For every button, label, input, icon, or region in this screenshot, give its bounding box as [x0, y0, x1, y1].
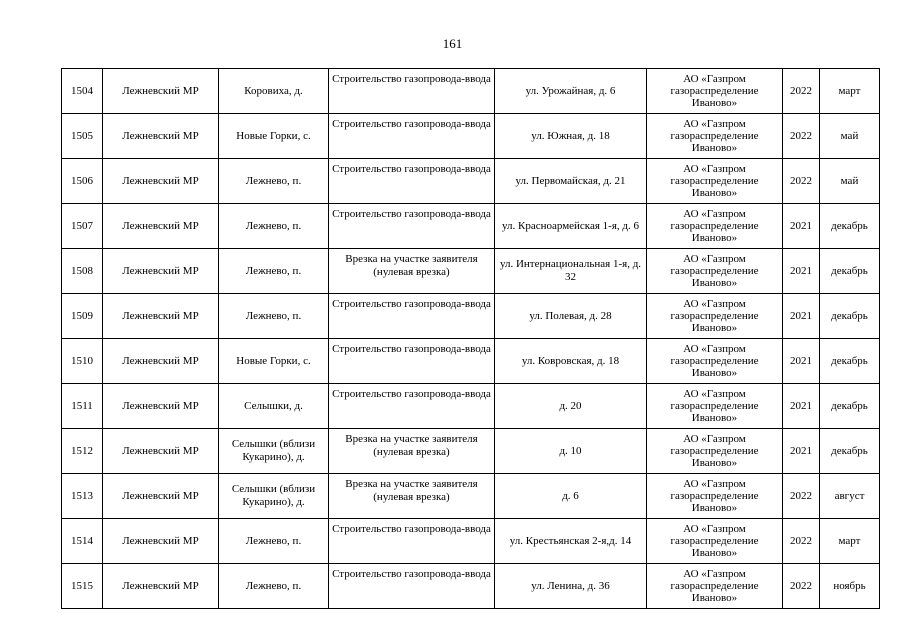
organization-cell: АО «Газпром газораспределение Иваново» [647, 384, 783, 429]
address-cell: д. 6 [495, 474, 647, 519]
table-row [62, 249, 880, 294]
month-cell: ноябрь [820, 564, 880, 609]
month-cell: декабрь [820, 249, 880, 294]
page-number: 161 [442, 36, 463, 51]
table-row [62, 564, 880, 609]
organization-cell: АО «Газпром газораспределение Иваново» [647, 159, 783, 204]
table-row [62, 204, 880, 249]
month-cell: август [820, 474, 880, 519]
locality-cell: Лежнево, п. [219, 159, 329, 204]
organization-cell: АО «Газпром газораспределение Иваново» [647, 519, 783, 564]
locality-cell: Селышки (вблизи Кукарино), д. [219, 474, 329, 519]
month-cell: декабрь [820, 339, 880, 384]
year-cell: 2022 [783, 564, 820, 609]
year-cell: 2021 [783, 294, 820, 339]
year-cell: 2022 [783, 474, 820, 519]
work-type-cell: Строительство газопровода-ввода [329, 114, 495, 159]
organization-cell: АО «Газпром газораспределение Иваново» [647, 294, 783, 339]
work-type-cell: Строительство газопровода-ввода [329, 339, 495, 384]
organization-cell: АО «Газпром газораспределение Иваново» [647, 474, 783, 519]
locality-cell: Лежнево, п. [219, 204, 329, 249]
year-cell: 2021 [783, 339, 820, 384]
month-cell: декабрь [820, 429, 880, 474]
month-cell: декабрь [820, 204, 880, 249]
locality-cell: Коровиха, д. [219, 69, 329, 114]
table-row [62, 339, 880, 384]
work-type-cell: Врезка на участке заявителя (нулевая врезка) [329, 249, 495, 294]
work-type-cell: Врезка на участке заявителя (нулевая врезка) [329, 474, 495, 519]
table-row [62, 159, 880, 204]
district-cell: Лежневский МР [103, 159, 219, 204]
organization-cell: АО «Газпром газораспределение Иваново» [647, 564, 783, 609]
address-cell: ул. Крестьянская 2-я,д. 14 [495, 519, 647, 564]
year-cell: 2021 [783, 429, 820, 474]
district-cell: Лежневский МР [103, 114, 219, 159]
year-cell: 2022 [783, 114, 820, 159]
district-cell: Лежневский МР [103, 384, 219, 429]
table-row [62, 519, 880, 564]
row-number-cell: 1504 [62, 69, 103, 114]
district-cell: Лежневский МР [103, 69, 219, 114]
month-cell: май [820, 159, 880, 204]
row-number-cell: 1507 [62, 204, 103, 249]
locality-cell: Лежнево, п. [219, 294, 329, 339]
address-cell: ул. Южная, д. 18 [495, 114, 647, 159]
gasification-table [61, 68, 880, 609]
address-cell: ул. Интернациональная 1-я, д. 32 [495, 249, 647, 294]
organization-cell: АО «Газпром газораспределение Иваново» [647, 114, 783, 159]
year-cell: 2021 [783, 249, 820, 294]
table-row [62, 69, 880, 114]
address-cell: ул. Ковровская, д. 18 [495, 339, 647, 384]
row-number-cell: 1508 [62, 249, 103, 294]
locality-cell: Лежнево, п. [219, 519, 329, 564]
locality-cell: Селышки (вблизи Кукарино), д. [219, 429, 329, 474]
district-cell: Лежневский МР [103, 204, 219, 249]
work-type-cell: Строительство газопровода-ввода [329, 384, 495, 429]
locality-cell: Лежнево, п. [219, 564, 329, 609]
work-type-cell: Строительство газопровода-ввода [329, 204, 495, 249]
work-type-cell: Строительство газопровода-ввода [329, 294, 495, 339]
work-type-cell: Строительство газопровода-ввода [329, 159, 495, 204]
row-number-cell: 1506 [62, 159, 103, 204]
row-number-cell: 1505 [62, 114, 103, 159]
district-cell: Лежневский МР [103, 519, 219, 564]
month-cell: май [820, 114, 880, 159]
organization-cell: АО «Газпром газораспределение Иваново» [647, 429, 783, 474]
locality-cell: Новые Горки, с. [219, 114, 329, 159]
year-cell: 2022 [783, 159, 820, 204]
district-cell: Лежневский МР [103, 249, 219, 294]
work-type-cell: Врезка на участке заявителя (нулевая врезка) [329, 429, 495, 474]
table-row [62, 474, 880, 519]
district-cell: Лежневский МР [103, 564, 219, 609]
table-row [62, 384, 880, 429]
year-cell: 2021 [783, 204, 820, 249]
organization-cell: АО «Газпром газораспределение Иваново» [647, 69, 783, 114]
work-type-cell: Строительство газопровода-ввода [329, 69, 495, 114]
row-number-cell: 1509 [62, 294, 103, 339]
row-number-cell: 1513 [62, 474, 103, 519]
locality-cell: Новые Горки, с. [219, 339, 329, 384]
locality-cell: Лежнево, п. [219, 249, 329, 294]
organization-cell: АО «Газпром газораспределение Иваново» [647, 339, 783, 384]
organization-cell: АО «Газпром газораспределение Иваново» [647, 204, 783, 249]
row-number-cell: 1515 [62, 564, 103, 609]
address-cell: ул. Полевая, д. 28 [495, 294, 647, 339]
district-cell: Лежневский МР [103, 474, 219, 519]
row-number-cell: 1511 [62, 384, 103, 429]
address-cell: ул. Ленина, д. 36 [495, 564, 647, 609]
address-cell: ул. Красноармейская 1-я, д. 6 [495, 204, 647, 249]
month-cell: март [820, 519, 880, 564]
address-cell: ул. Урожайная, д. 6 [495, 69, 647, 114]
year-cell: 2021 [783, 384, 820, 429]
locality-cell: Селышки, д. [219, 384, 329, 429]
organization-cell: АО «Газпром газораспределение Иваново» [647, 249, 783, 294]
table-body [62, 69, 880, 609]
address-cell: ул. Первомайская, д. 21 [495, 159, 647, 204]
address-cell: д. 20 [495, 384, 647, 429]
year-cell: 2022 [783, 69, 820, 114]
row-number-cell: 1514 [62, 519, 103, 564]
district-cell: Лежневский МР [103, 429, 219, 474]
month-cell: март [820, 69, 880, 114]
table-row [62, 294, 880, 339]
year-cell: 2022 [783, 519, 820, 564]
district-cell: Лежневский МР [103, 339, 219, 384]
table-row [62, 429, 880, 474]
work-type-cell: Строительство газопровода-ввода [329, 564, 495, 609]
month-cell: декабрь [820, 384, 880, 429]
row-number-cell: 1512 [62, 429, 103, 474]
address-cell: д. 10 [495, 429, 647, 474]
row-number-cell: 1510 [62, 339, 103, 384]
month-cell: декабрь [820, 294, 880, 339]
table-row [62, 114, 880, 159]
district-cell: Лежневский МР [103, 294, 219, 339]
work-type-cell: Строительство газопровода-ввода [329, 519, 495, 564]
